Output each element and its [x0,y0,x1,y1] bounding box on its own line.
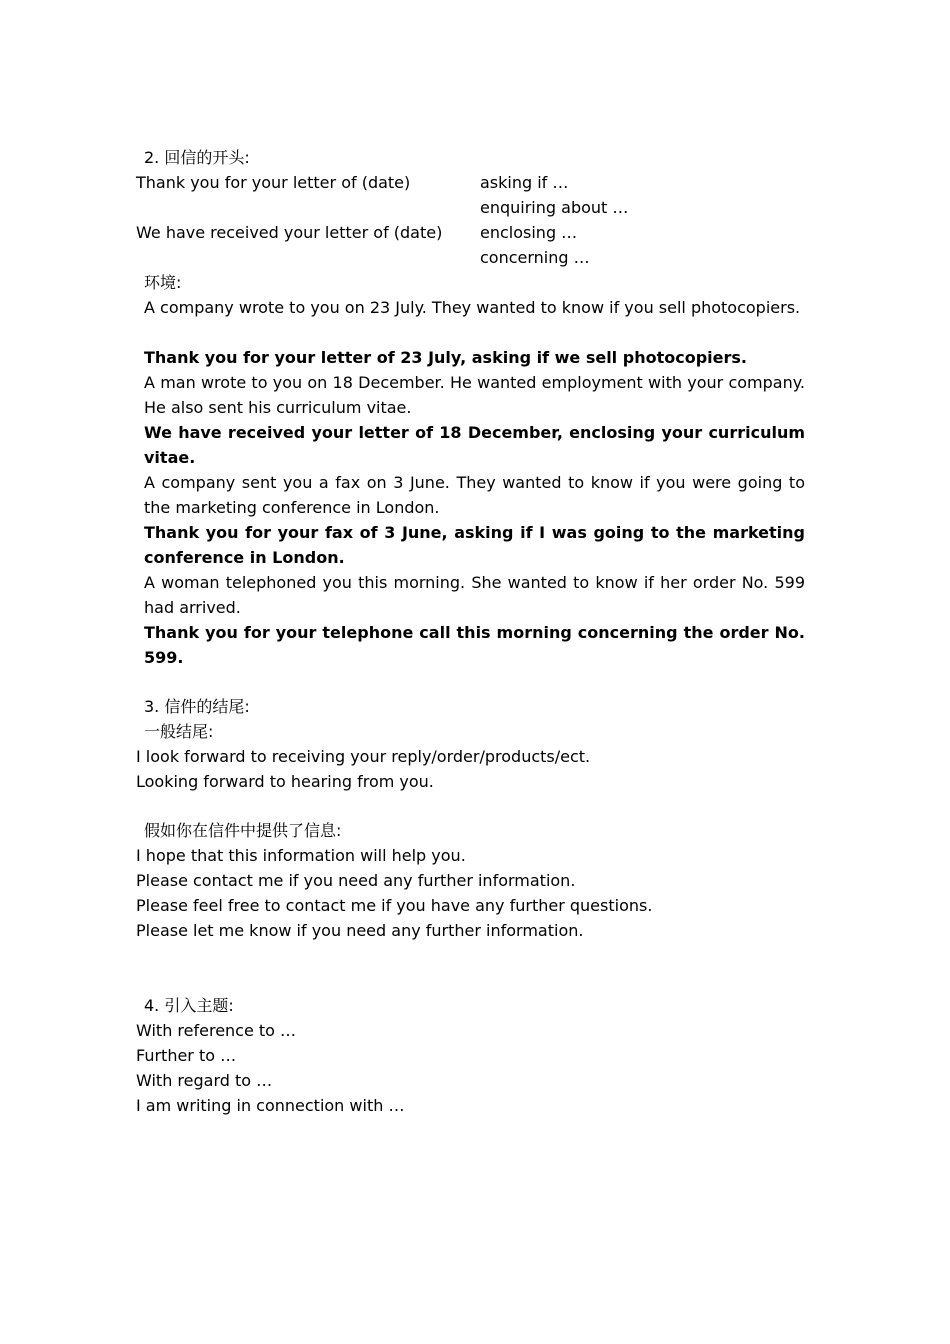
example-answer-4: Thank you for your telephone call this morning concerning the order No. 599. [144,623,805,667]
example-answer-3: Thank you for your fax of 3 June, asking if I was going to the marketing conference in London. [144,523,805,567]
topic-intro-line-2: Further to … [136,1046,237,1065]
general-ending-label: 一般结尾: [144,722,214,741]
opening-phrase-2: We have received your letter of (date) [136,223,443,242]
context-label: 环境: [144,273,182,292]
example-situation-1: A company wrote to you on 23 July. They wanted to know if you sell photocopiers. [144,298,801,317]
info-ending-line-3: Please feel free to contact me if you have any further questions. [136,896,653,915]
section-3-heading: 3. 信件的结尾: [144,697,250,716]
opening-continuation-1: asking if … [480,173,569,192]
section-4-heading: 4. 引入主题: [144,996,234,1015]
info-ending-label: 假如你在信件中提供了信息: [144,821,342,840]
opening-continuation-3: enclosing … [480,223,578,242]
general-ending-line-1: I look forward to receiving your reply/order/products/ect. [136,747,591,766]
info-ending-line-2: Please contact me if you need any further information. [136,871,576,890]
topic-intro-line-4: I am writing in connection with … [136,1096,405,1115]
topic-intro-line-1: With reference to … [136,1021,297,1040]
opening-continuation-4: concerning … [480,248,590,267]
general-ending-line-2: Looking forward to hearing from you. [136,772,434,791]
example-situation-3: A company sent you a fax on 3 June. They wanted to know if you were going to the marketing conference in London. [144,473,805,517]
example-answer-1: Thank you for your letter of 23 July, asking if we sell photocopiers. [144,348,747,367]
info-ending-line-1: I hope that this information will help you. [136,846,466,865]
example-situation-4: A woman telephoned you this morning. She wanted to know if her order No. 599 had arrived. [144,573,805,617]
topic-intro-line-3: With regard to … [136,1071,273,1090]
example-situation-2: A man wrote to you on 18 December. He wanted employment with your company. He also sent his curriculum vitae. [144,373,805,417]
section-2-heading: 2. 回信的开头: [144,148,250,167]
example-answer-2: We have received your letter of 18 December, enclosing your curriculum vitae. [144,423,805,467]
opening-phrase-1: Thank you for your letter of (date) [136,173,411,192]
info-ending-line-4: Please let me know if you need any further information. [136,921,584,940]
opening-continuation-2: enquiring about … [480,198,629,217]
